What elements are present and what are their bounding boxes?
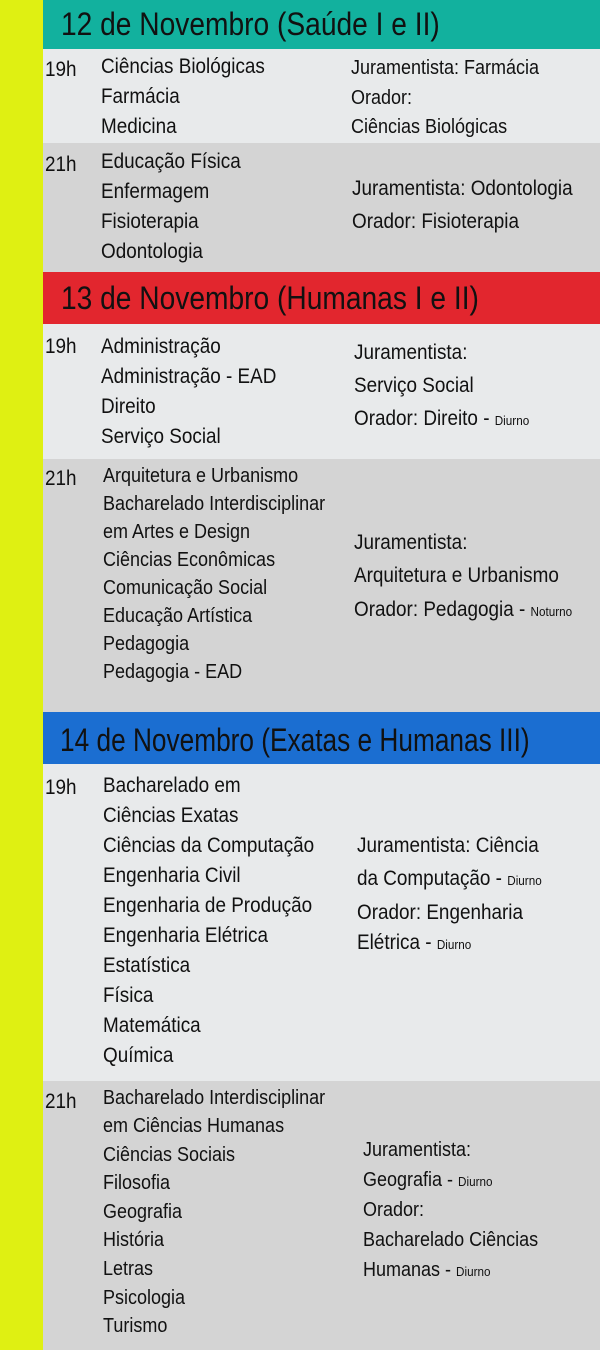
orador-text: Orador: Direito - Diurno (354, 407, 530, 430)
course-item: Administração - EAD (101, 365, 277, 388)
session-time: 21h (45, 1090, 77, 1113)
shift-note: Diurno (456, 1264, 491, 1279)
course-item: em Ciências Humanas (103, 1115, 285, 1137)
juramentista-text: Juramentista: (363, 1139, 472, 1161)
course-item: Bacharelado Interdisciplinar (103, 1087, 326, 1109)
juramentista-course: Geografia - Diurno (363, 1169, 493, 1191)
session-12-21h (43, 143, 600, 272)
juramentista-text: Juramentista: (354, 531, 468, 554)
juramentista-text: Juramentista: Odontologia (352, 177, 573, 200)
orador-text: Orador: Engenharia (357, 901, 524, 924)
course-item: Ciências Sociais (103, 1144, 236, 1166)
course-item: Ciências Biológicas (101, 55, 265, 78)
course-item: Odontologia (101, 240, 203, 263)
course-item: Matemática (103, 1014, 201, 1037)
juramentista-course: Arquitetura e Urbanismo (354, 564, 559, 587)
session-13-21h (43, 459, 600, 712)
day-header-13: 13 de Novembro (Humanas I e II) (43, 272, 600, 324)
orador-text: Orador: Fisioterapia (352, 210, 520, 233)
course-item: Estatística (103, 954, 191, 977)
course-item: Turismo (103, 1315, 168, 1337)
day-header-14: 14 de Novembro (Exatas e Humanas III) (43, 712, 600, 764)
course-item: Engenharia Civil (103, 864, 241, 887)
course-item: Bacharelado Interdisciplinar (103, 493, 326, 515)
schedule-content (43, 0, 600, 1350)
juramentista-text: Juramentista: (354, 341, 468, 364)
course-item: Serviço Social (101, 425, 221, 448)
session-time: 19h (45, 58, 77, 81)
course-item: Farmácia (101, 85, 180, 108)
course-item: Educação Artística (103, 605, 253, 627)
course-item: Engenharia de Produção (103, 894, 313, 917)
orador-course: Humanas - Diurno (363, 1259, 491, 1281)
course-item: Enfermagem (101, 180, 210, 203)
course-item: Ciências Exatas (103, 804, 239, 827)
session-14-21h (43, 1081, 600, 1350)
course-item: Medicina (101, 115, 177, 138)
course-item: Fisioterapia (101, 210, 199, 233)
course-item: Educação Física (101, 150, 241, 173)
day-header-12: 12 de Novembro (Saúde I e II) (43, 0, 600, 49)
orador-text: Orador: Pedagogia - Noturno (354, 598, 573, 621)
course-item: Física (103, 984, 154, 1007)
session-time: 21h (45, 467, 77, 490)
session-14-19h (43, 764, 600, 1081)
juramentista-course: da Computação - Diurno (357, 867, 542, 890)
juramentista-course: Serviço Social (354, 374, 474, 397)
session-time: 19h (45, 335, 77, 358)
session-time: 19h (45, 776, 77, 799)
shift-note: Diurno (458, 1174, 493, 1189)
shift-note: Diurno (507, 873, 542, 888)
orador-course: Elétrica - Diurno (357, 931, 472, 954)
orador-course: Bacharelado Ciências (363, 1229, 539, 1251)
course-item: Direito (101, 395, 156, 418)
course-item: Arquitetura e Urbanismo (103, 465, 299, 487)
course-item: Química (103, 1044, 174, 1067)
course-item: em Artes e Design (103, 521, 251, 543)
course-item: História (103, 1229, 165, 1251)
orador-text: Ciências Biológicas (351, 116, 508, 138)
shift-note: Diurno (494, 413, 530, 428)
orador-text: Orador: (363, 1199, 425, 1221)
juramentista-text: Juramentista: Ciência (357, 834, 539, 857)
course-item: Pedagogia - EAD (103, 661, 243, 683)
sidebar-accent-bar (0, 0, 43, 1350)
juramentista-text: Juramentista: Farmácia (351, 57, 540, 79)
course-item: Psicologia (103, 1287, 186, 1309)
course-item: Comunicação Social (103, 577, 268, 599)
course-item: Administração (101, 335, 221, 358)
session-13-19h (43, 324, 600, 459)
session-time: 21h (45, 153, 77, 176)
course-item: Geografia (103, 1201, 183, 1223)
shift-note: Diurno (436, 937, 472, 952)
course-item: Ciências da Computação (103, 834, 315, 857)
course-item: Filosofia (103, 1172, 171, 1194)
course-item: Ciências Econômicas (103, 549, 276, 571)
course-item: Engenharia Elétrica (103, 924, 268, 947)
orador-text: Orador: (351, 87, 413, 109)
course-item: Bacharelado em (103, 774, 241, 797)
course-item: Letras (103, 1258, 154, 1280)
shift-note: Noturno (530, 604, 573, 619)
course-item: Pedagogia (103, 633, 190, 655)
session-12-19h (43, 49, 600, 143)
